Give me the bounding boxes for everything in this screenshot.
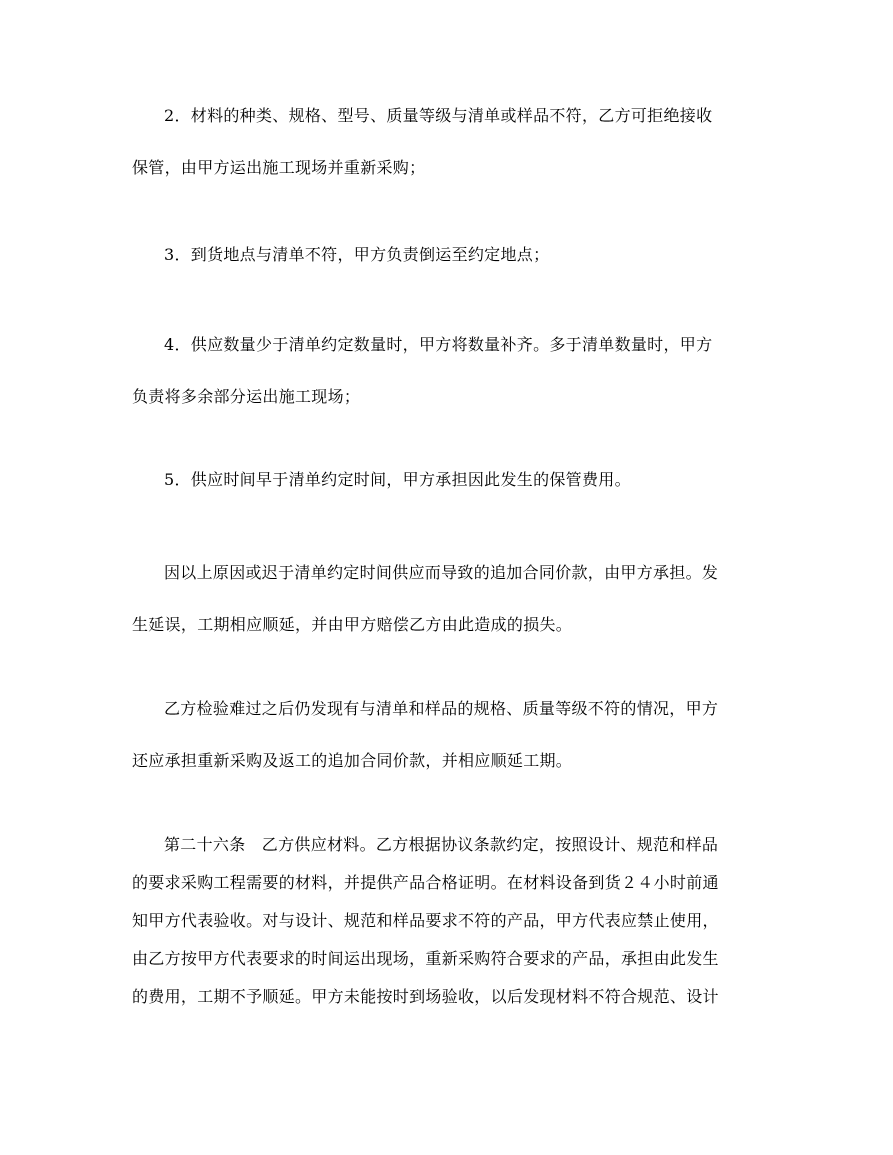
paragraph-item-4: [132, 330, 772, 411]
paragraph-line: 乙方检验难过之后仍发现有与清单和样品的规格、质量等级不符的情况，甲方: [164, 699, 719, 718]
paragraph-article-26: [132, 830, 772, 1011]
paragraph-inspection: [132, 694, 772, 775]
paragraph-line: 5．供应时间早于清单约定时间，甲方承担因此发生的保管费用。: [164, 470, 631, 489]
paragraph-line: 2．材料的种类、规格、型号、质量等级与清单或样品不符，乙方可拒绝接收: [164, 106, 713, 125]
paragraph-item-5: [132, 465, 772, 494]
paragraph-line: 保管，由甲方运出施工现场并重新采购；: [132, 158, 426, 177]
paragraph-line: 4．供应数量少于清单约定数量时，甲方将数量补齐。多于清单数量时，甲方: [164, 335, 713, 354]
paragraph-line: 因以上原因或迟于清单约定时间供应而导致的追加合同价款，由甲方承担。发: [164, 563, 719, 582]
paragraph-line: 的费用，工期不予顺延。甲方未能按时到场验收，以后发现材料不符合规范、设计: [132, 987, 719, 1006]
paragraph-line: 第二十六条 乙方供应材料。乙方根据协议条款约定，按照设计、规范和样品: [164, 835, 719, 854]
paragraph-line: 由乙方按甲方代表要求的时间运出现场，重新采购符合要求的产品，承担由此发生: [132, 949, 719, 968]
paragraph-line: 生延误，工期相应顺延，并由甲方赔偿乙方由此造成的损失。: [132, 615, 573, 634]
paragraph-line: 知甲方代表验收。对与设计、规范和样品要求不符的产品，甲方代表应禁止使用，: [132, 911, 719, 930]
paragraph-line: 还应承担重新采购及返工的追加合同价款，并相应顺延工期。: [132, 751, 573, 770]
paragraph-item-2: [132, 101, 772, 182]
paragraph-line: 3．到货地点与清单不符，甲方负责倒运至约定地点；: [164, 245, 550, 264]
paragraph-item-3: [132, 240, 772, 269]
paragraph-delay: [132, 558, 772, 639]
paragraph-line: 负责将多余部分运出施工现场；: [132, 387, 361, 406]
paragraph-line: 的要求采购工程需要的材料，并提供产品合格证明。在材料设备到货２４小时前通: [132, 873, 719, 892]
